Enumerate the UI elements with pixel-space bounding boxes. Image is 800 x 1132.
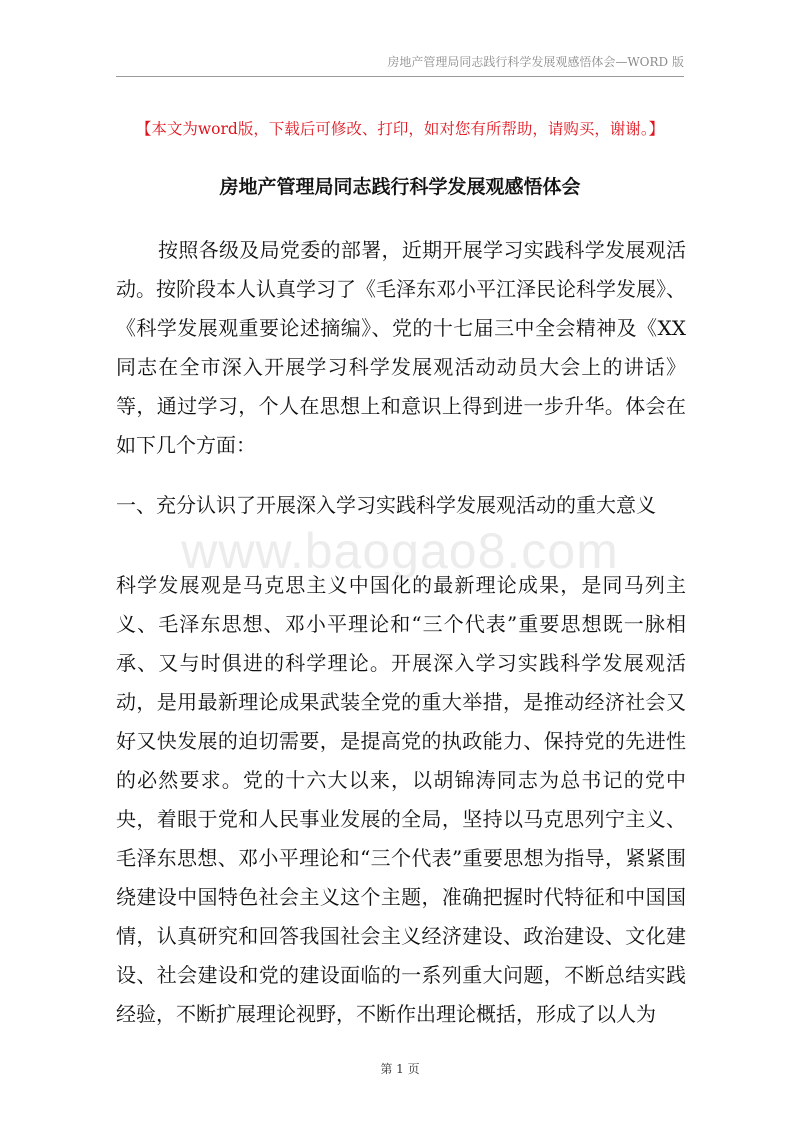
section-heading: 一、充分认识了开展深入学习实践科学发展观活动的重大意义	[116, 493, 656, 517]
header-divider	[116, 76, 684, 77]
section-paragraph: 科学发展观是马克思主义中国化的最新理论成果，是同马列主义、毛泽东思想、邓小平理论和“三个代表”重要思想既一脉相承、又与时俱进的科学理论。开展深入学习实践科学发展观活动，是用最新理论成果武装全党的重大举措，是推动经济社会又好又快发展的迫切需要，是提高党的执政能力、保持党的先进性的必然要求。党的十六大以来，以胡锦涛同志为总书记的党中央，着眼于党和人民事业发展的全局，坚持以马克思列宁主义、毛泽东思想、邓小平理论和“三个代表”重要思想为指导，紧紧围绕建设中国特色社会主义这个主题，准确把握时代特征和中国国情，认真研究和回答我国社会主义经济建设、政治建设、文化建设、社会建设和党的建设面临的一系列重大问题，不断总结实践经验，不断扩展理论视野，不断作出理论概括，形成了以人为	[116, 573, 686, 1026]
intro-paragraph: 按照各级及局党委的部署，近期开展学习实践科学发展观活动。按阶段本人认真学习了《毛泽东邓小平江泽民论科学发展》、《科学发展观重要论述摘编》、党的十七届三中全会精神及《XX同志在全市深入开展学习科学发展观活动动员大会上的讲话》等，通过学习，个人在思想上和意识上得到进一步升华。体会在如下几个方面：	[116, 238, 686, 457]
purchase-notice: 【本文为word版，下载后可修改、打印，如对您有所帮助，请购买，谢谢。】	[135, 120, 665, 138]
document-title: 房地产管理局同志践行科学发展观感悟体会	[219, 176, 581, 198]
page-number: 第 1 页	[380, 1062, 420, 1076]
running-header: 房地产管理局同志践行科学发展观感悟体会—WORD 版	[387, 55, 684, 69]
watermark: www.baogao8.com	[181, 523, 619, 579]
